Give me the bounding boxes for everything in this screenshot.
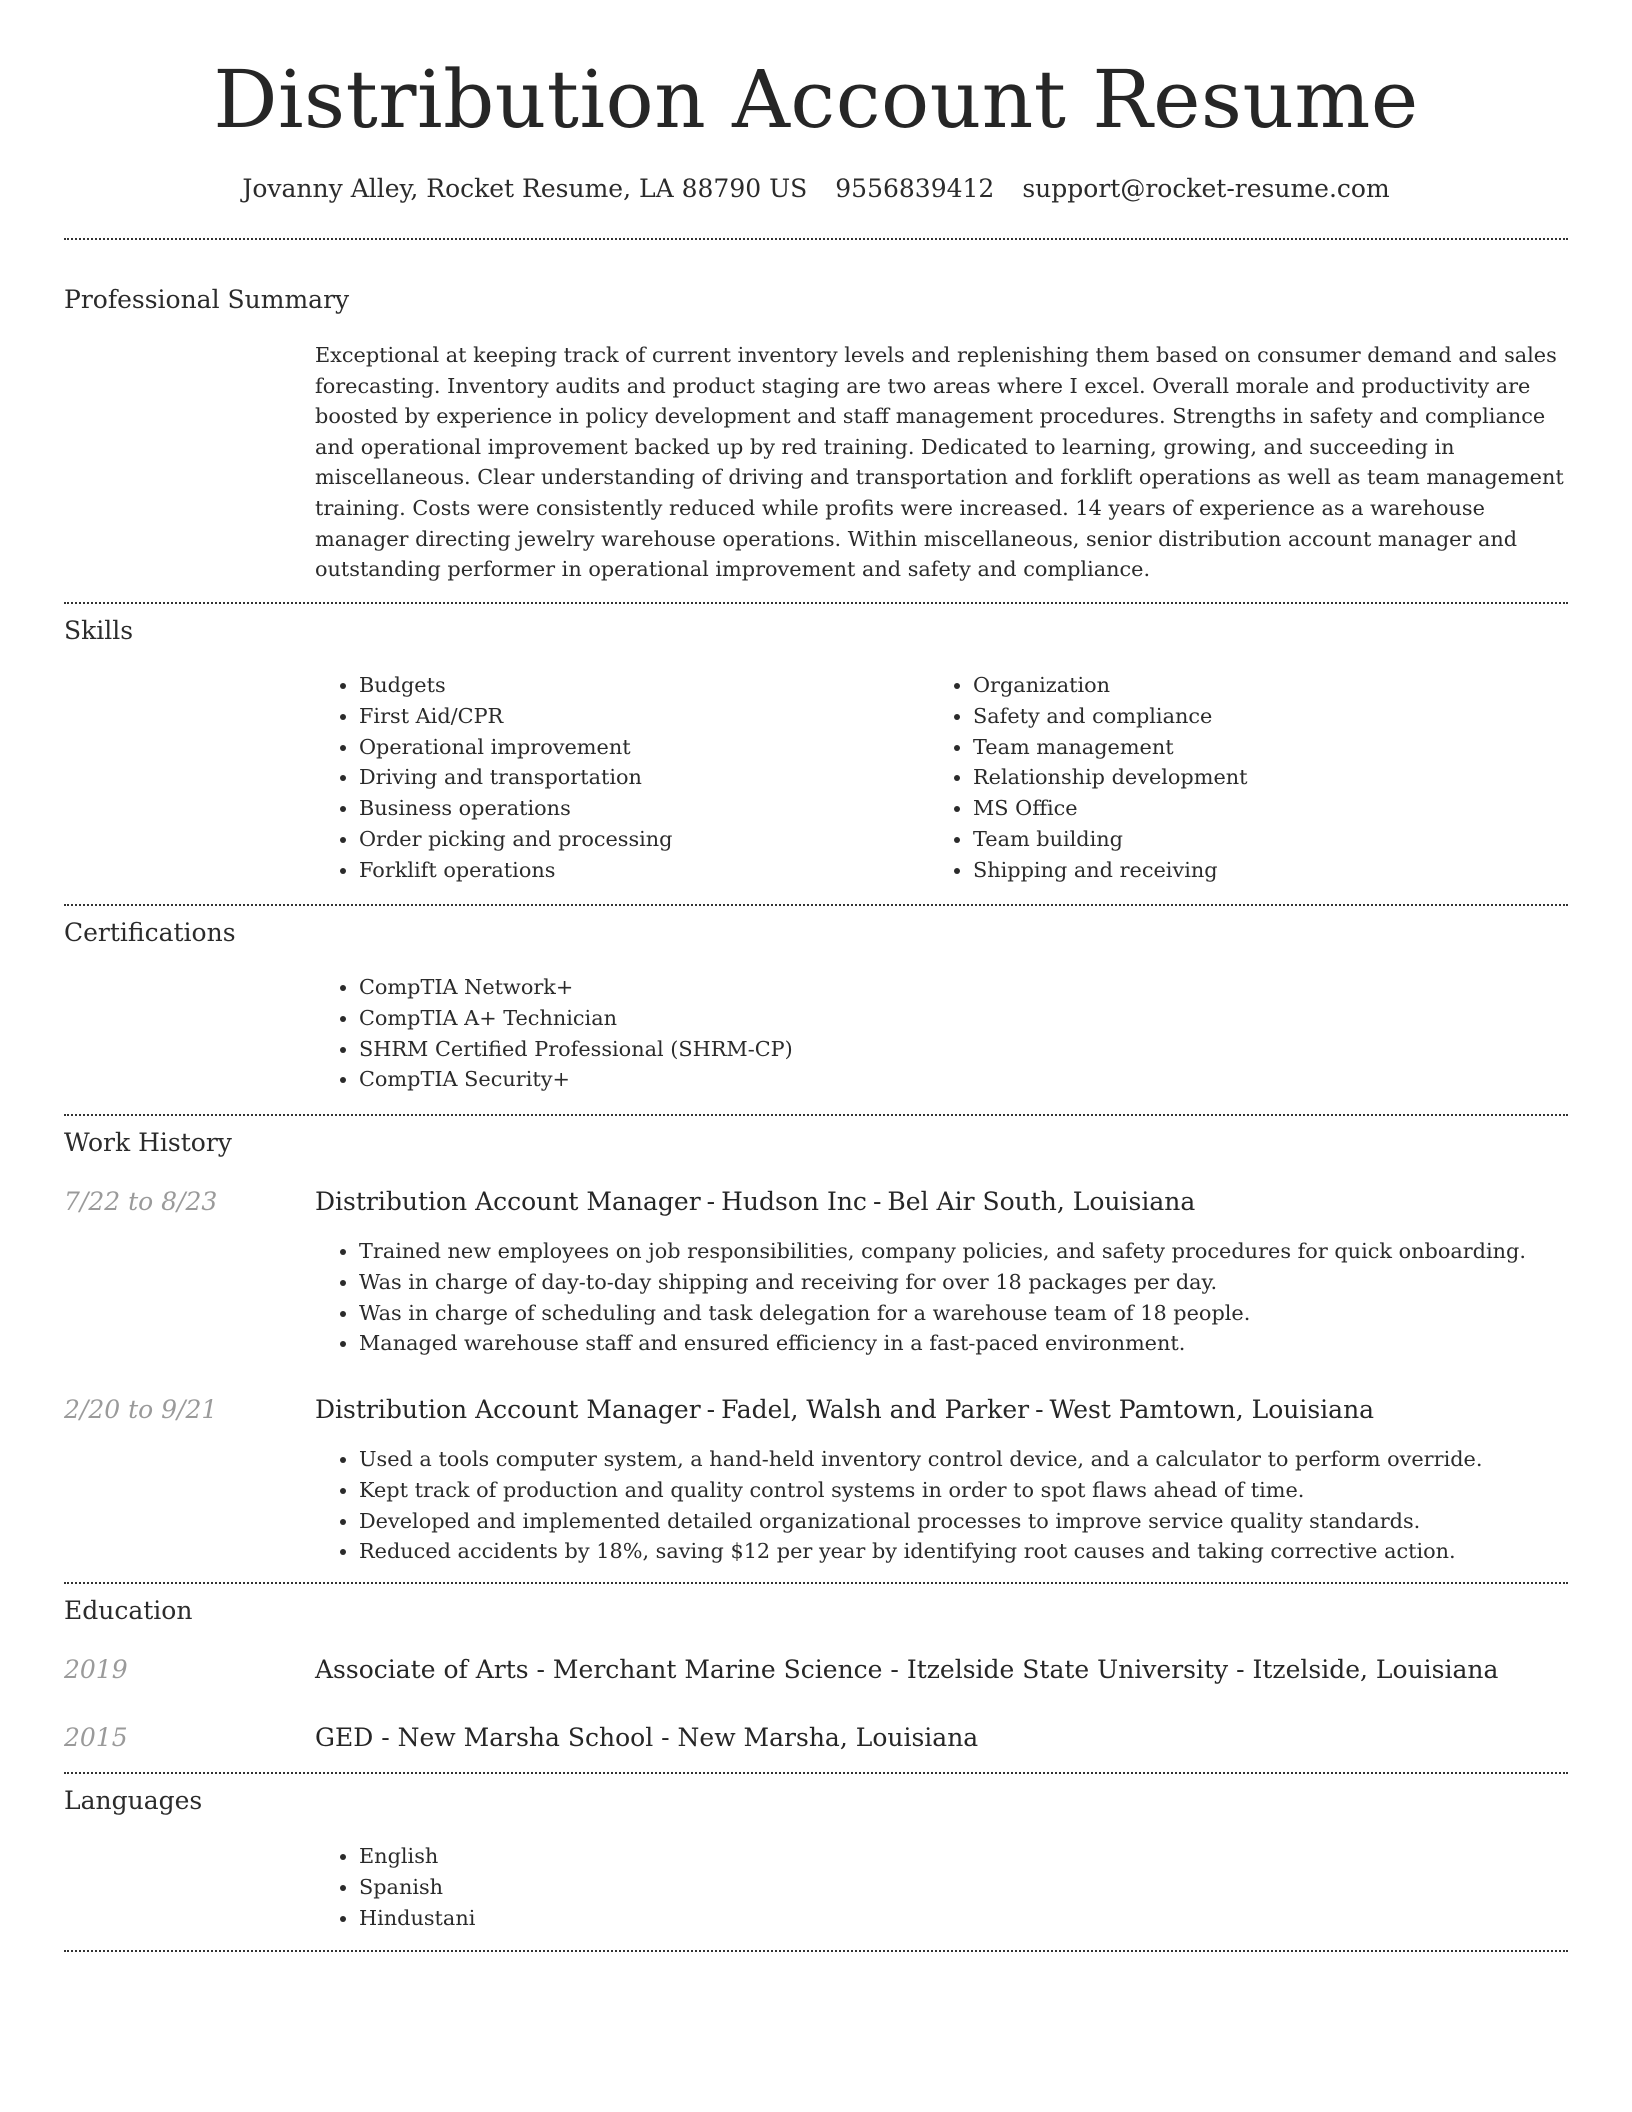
skill-item: • Forklift operations	[359, 855, 673, 886]
skill-item: • Driving and transportation	[359, 762, 673, 793]
education-year: 2015	[64, 1723, 128, 1752]
skills-list-right	[929, 670, 1248, 886]
job-location: West Pamtown, Louisiana	[1049, 1395, 1375, 1424]
skills-heading: Skills	[64, 616, 134, 645]
job-location: Bel Air South, Louisiana	[887, 1187, 1196, 1216]
language-item: • English	[359, 1841, 475, 1872]
skill-item: • First Aid/CPR	[359, 701, 673, 732]
work-heading: Work History	[64, 1128, 232, 1157]
contact-line	[0, 172, 1632, 206]
job-title: Distribution Account Manager	[315, 1395, 701, 1424]
languages-heading: Languages	[64, 1786, 203, 1815]
education-year: 2019	[64, 1655, 128, 1684]
contact-phone: 9556839412	[835, 174, 995, 203]
skill-item: • Shipping and receiving	[973, 855, 1248, 886]
certification-item: • SHRM Certified Professional (SHRM-CP)	[359, 1034, 793, 1065]
job-company: Fadel, Walsh and Parker	[721, 1395, 1030, 1424]
job-dates: 7/22 to 8/23	[64, 1187, 218, 1216]
certification-item: • CompTIA Security+	[359, 1064, 793, 1095]
skill-item: • Organization	[973, 670, 1248, 701]
section-divider	[64, 1582, 1568, 1584]
section-divider	[64, 1114, 1568, 1116]
job-bullet: • Trained new employees on job responsibilities, company policies, and safety procedures for quick onboarding.	[359, 1236, 1526, 1267]
summary-text: Exceptional at keeping track of current inventory levels and replenishing them based on consumer demand and sales forecasting. Inventory audits and product staging are two areas where I excel. Overall morale and productivity are boosted by experience in policy development and staff management procedures. Strengths in safety and compliance and operational improvement backed up by red training. Dedicated to learning, growing, and succeeding in miscellaneous. Clear understanding of driving and transportation and forklift operations as well as team management training. Costs were consistently reduced while profits were increased. 14 years of experience as a warehouse manager directing jewelry warehouse operations. Within miscellaneous, senior distribution account manager and outstanding performer in operational improvement and safety and compliance.	[315, 343, 1564, 582]
job-bullet: • Reduced accidents by 18%, saving $12 per year by identifying root causes and taking corrective action.	[359, 1536, 1482, 1567]
certifications-list	[315, 972, 793, 1095]
section-divider	[64, 1772, 1568, 1774]
job-title-line: Distribution Account Manager - Fadel, Walsh and Parker - West Pamtown, Louisiana	[315, 1395, 1375, 1424]
job-title: Distribution Account Manager	[315, 1187, 701, 1216]
section-divider	[64, 602, 1568, 604]
job-bullet: • Developed and implemented detailed organizational processes to improve service quality standards.	[359, 1506, 1482, 1537]
summary-heading: Professional Summary	[64, 285, 350, 314]
skill-item: • Operational improvement	[359, 732, 673, 763]
skill-item: • Business operations	[359, 793, 673, 824]
skill-item: • Safety and compliance	[973, 701, 1248, 732]
education-heading: Education	[64, 1596, 193, 1625]
certification-item: • CompTIA A+ Technician	[359, 1003, 793, 1034]
skill-item: • MS Office	[973, 793, 1248, 824]
contact-email: support@rocket-resume.com	[1022, 174, 1390, 203]
language-item: • Spanish	[359, 1872, 475, 1903]
language-item: • Hindustani	[359, 1903, 475, 1934]
job-dates: 2/20 to 9/21	[64, 1395, 218, 1424]
job-bullets	[315, 1444, 1482, 1567]
section-divider	[64, 904, 1568, 906]
skill-item: • Budgets	[359, 670, 673, 701]
skills-list-left	[315, 670, 673, 886]
section-divider	[64, 1950, 1568, 1952]
job-bullet: • Was in charge of scheduling and task delegation for a warehouse team of 18 people.	[359, 1298, 1526, 1329]
section-divider	[64, 238, 1568, 240]
skill-item: • Relationship development	[973, 762, 1248, 793]
job-bullets	[315, 1236, 1526, 1359]
contact-address: Jovanny Alley, Rocket Resume, LA 88790 US	[242, 174, 808, 203]
languages-list	[315, 1841, 475, 1933]
job-bullet: • Used a tools computer system, a hand-held inventory control device, and a calculator to perform override.	[359, 1444, 1482, 1475]
skill-item: • Order picking and processing	[359, 824, 673, 855]
certifications-heading: Certifications	[64, 918, 236, 947]
job-bullet: • Was in charge of day-to-day shipping and receiving for over 18 packages per day.	[359, 1267, 1526, 1298]
skill-item: • Team building	[973, 824, 1248, 855]
education-entry: GED - New Marsha School - New Marsha, Louisiana	[315, 1723, 979, 1752]
skill-item: • Team management	[973, 732, 1248, 763]
certification-item: • CompTIA Network+	[359, 972, 793, 1003]
education-entry: Associate of Arts - Merchant Marine Science - Itzelside State University - Itzelside, Louisiana	[315, 1655, 1499, 1684]
resume-title: Distribution Account Resume	[213, 53, 1419, 146]
job-bullet: • Kept track of production and quality control systems in order to spot flaws ahead of time.	[359, 1475, 1482, 1506]
job-company: Hudson Inc	[721, 1187, 867, 1216]
job-bullet: • Managed warehouse staff and ensured efficiency in a fast-paced environment.	[359, 1328, 1526, 1359]
job-title-line: Distribution Account Manager - Hudson Inc - Bel Air South, Louisiana	[315, 1187, 1196, 1216]
